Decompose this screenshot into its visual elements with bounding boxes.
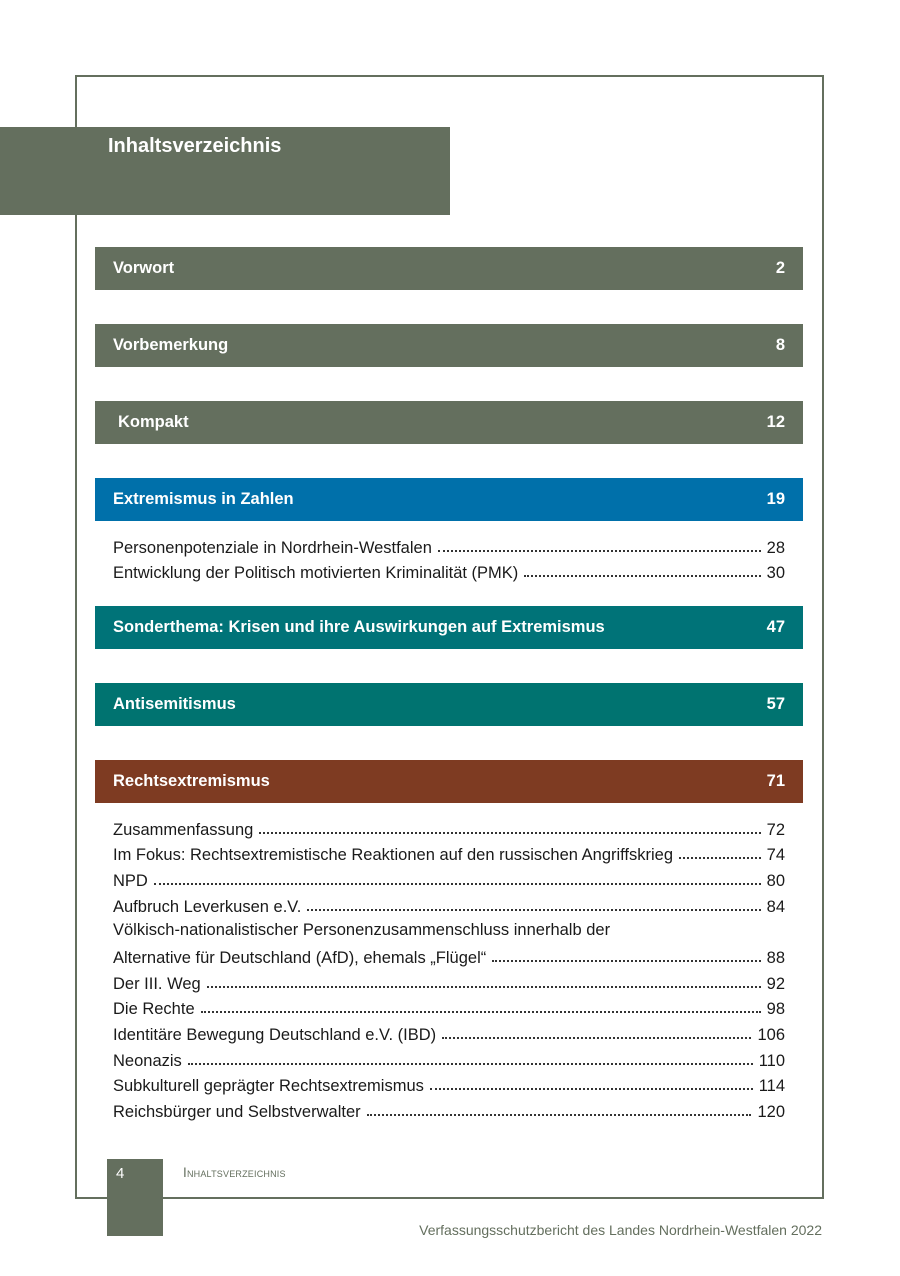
section-label: Vorwort bbox=[113, 259, 175, 277]
entry-label: Aufbruch Leverkusen e.V. bbox=[113, 897, 302, 916]
entry-label: Zusammenfassung bbox=[113, 820, 254, 839]
toc-entry[interactable] bbox=[113, 998, 785, 1024]
toc-section-vorbemerkung[interactable] bbox=[95, 324, 803, 367]
section-page: 2 bbox=[775, 259, 785, 277]
entry-page: 110 bbox=[758, 1051, 785, 1070]
entry-page: 98 bbox=[766, 1000, 785, 1019]
leader-dots bbox=[259, 818, 760, 835]
entry-page: 106 bbox=[757, 1026, 785, 1044]
entry-page: 114 bbox=[758, 1077, 785, 1096]
entry-page: 30 bbox=[766, 564, 785, 583]
toc-entry[interactable] bbox=[113, 1049, 785, 1075]
leader-dots bbox=[438, 536, 761, 553]
toc-entry[interactable] bbox=[113, 562, 785, 588]
toc-section-vorwort[interactable] bbox=[95, 247, 803, 290]
toc-section-rechtsextremismus[interactable] bbox=[95, 760, 803, 803]
toc-entry[interactable] bbox=[113, 895, 785, 921]
entry-label: Neonazis bbox=[113, 1051, 182, 1070]
entry-page: 84 bbox=[766, 897, 785, 916]
toc-entry[interactable] bbox=[113, 1101, 785, 1127]
entry-label: Personenpotenziale in Nordrhein-Westfalen bbox=[113, 538, 432, 557]
entry-page: 88 bbox=[766, 948, 785, 967]
entry-page: 80 bbox=[766, 871, 785, 890]
section-page: 8 bbox=[775, 336, 785, 354]
toc-entry[interactable] bbox=[113, 536, 785, 562]
toc-section-extremismus-in-zahlen[interactable] bbox=[95, 478, 803, 521]
page-number: 4 bbox=[116, 1165, 125, 1182]
entry-label: Identitäre Bewegung Deutschland e.V. (IBD) bbox=[113, 1026, 437, 1044]
toc-entry[interactable] bbox=[113, 844, 785, 870]
section-page: 57 bbox=[766, 695, 785, 713]
entry-page: 28 bbox=[766, 538, 785, 557]
leader-dots bbox=[679, 844, 761, 861]
section-label: Antisemitismus bbox=[113, 695, 236, 713]
toc-entry[interactable] bbox=[113, 818, 785, 844]
leader-dots bbox=[492, 946, 760, 963]
toc-section-kompakt[interactable] bbox=[95, 401, 803, 444]
leader-dots bbox=[207, 972, 761, 989]
section-page: 12 bbox=[766, 413, 785, 431]
section-page: 19 bbox=[766, 490, 785, 508]
leader-dots bbox=[188, 1049, 753, 1066]
entry-page: 74 bbox=[766, 846, 785, 865]
leader-dots bbox=[442, 1024, 751, 1041]
leader-dots bbox=[201, 998, 761, 1015]
section-label: Extremismus in Zahlen bbox=[113, 490, 294, 508]
entry-label: Völkisch-nationalistischer Personenzusammenschluss innerhalb der bbox=[113, 920, 611, 939]
section-label: Kompakt bbox=[118, 413, 189, 431]
section-label: Vorbemerkung bbox=[113, 336, 229, 354]
toc-entry[interactable] bbox=[113, 869, 785, 895]
rechts-entries bbox=[113, 818, 785, 1126]
publication-title: Verfassungsschutzbericht des Landes Nordrhein-Westfalen 2022 bbox=[419, 1222, 822, 1238]
section-label: Rechtsextremismus bbox=[113, 772, 270, 790]
toc-section-sonderthema[interactable] bbox=[95, 606, 803, 649]
toc-entry-line-1[interactable] bbox=[113, 921, 785, 947]
running-header: Inhaltsverzeichnis bbox=[183, 1165, 286, 1180]
toc-section-antisemitismus[interactable] bbox=[95, 683, 803, 726]
leader-dots bbox=[430, 1075, 753, 1092]
entry-label: Reichsbürger und Selbstverwalter bbox=[113, 1103, 361, 1122]
entry-label: Subkulturell geprägter Rechtsextremismus bbox=[113, 1077, 424, 1096]
leader-dots bbox=[154, 869, 761, 886]
toc-entry[interactable] bbox=[113, 972, 785, 998]
section-page: 71 bbox=[766, 772, 785, 790]
entry-label: NPD bbox=[113, 871, 148, 890]
page-title: Inhaltsverzeichnis bbox=[108, 135, 282, 157]
entry-label: Entwicklung der Politisch motivierten Kriminalität (PMK) bbox=[113, 564, 519, 583]
entry-label: Im Fokus: Rechtsextremistische Reaktionen auf den russischen Angriffskrieg bbox=[113, 846, 674, 865]
toc-entry-line-2[interactable] bbox=[113, 946, 785, 972]
title-block bbox=[0, 127, 450, 215]
toc-entry[interactable] bbox=[113, 1024, 785, 1050]
section-page: 47 bbox=[766, 618, 785, 636]
entry-label: Die Rechte bbox=[113, 1000, 195, 1019]
leader-dots bbox=[367, 1101, 752, 1118]
entry-label: Der III. Weg bbox=[113, 974, 201, 993]
zahlen-entries bbox=[113, 536, 785, 587]
toc-entry[interactable] bbox=[113, 1075, 785, 1101]
entry-page: 92 bbox=[766, 974, 785, 993]
leader-dots bbox=[524, 562, 760, 579]
section-label: Sonderthema: Krisen und ihre Auswirkungen auf Extremismus bbox=[113, 618, 605, 636]
entry-page: 72 bbox=[766, 820, 785, 839]
entry-label: Alternative für Deutschland (AfD), ehemals „Flügel“ bbox=[113, 948, 487, 967]
leader-dots bbox=[307, 895, 760, 912]
entry-page: 120 bbox=[757, 1103, 785, 1122]
